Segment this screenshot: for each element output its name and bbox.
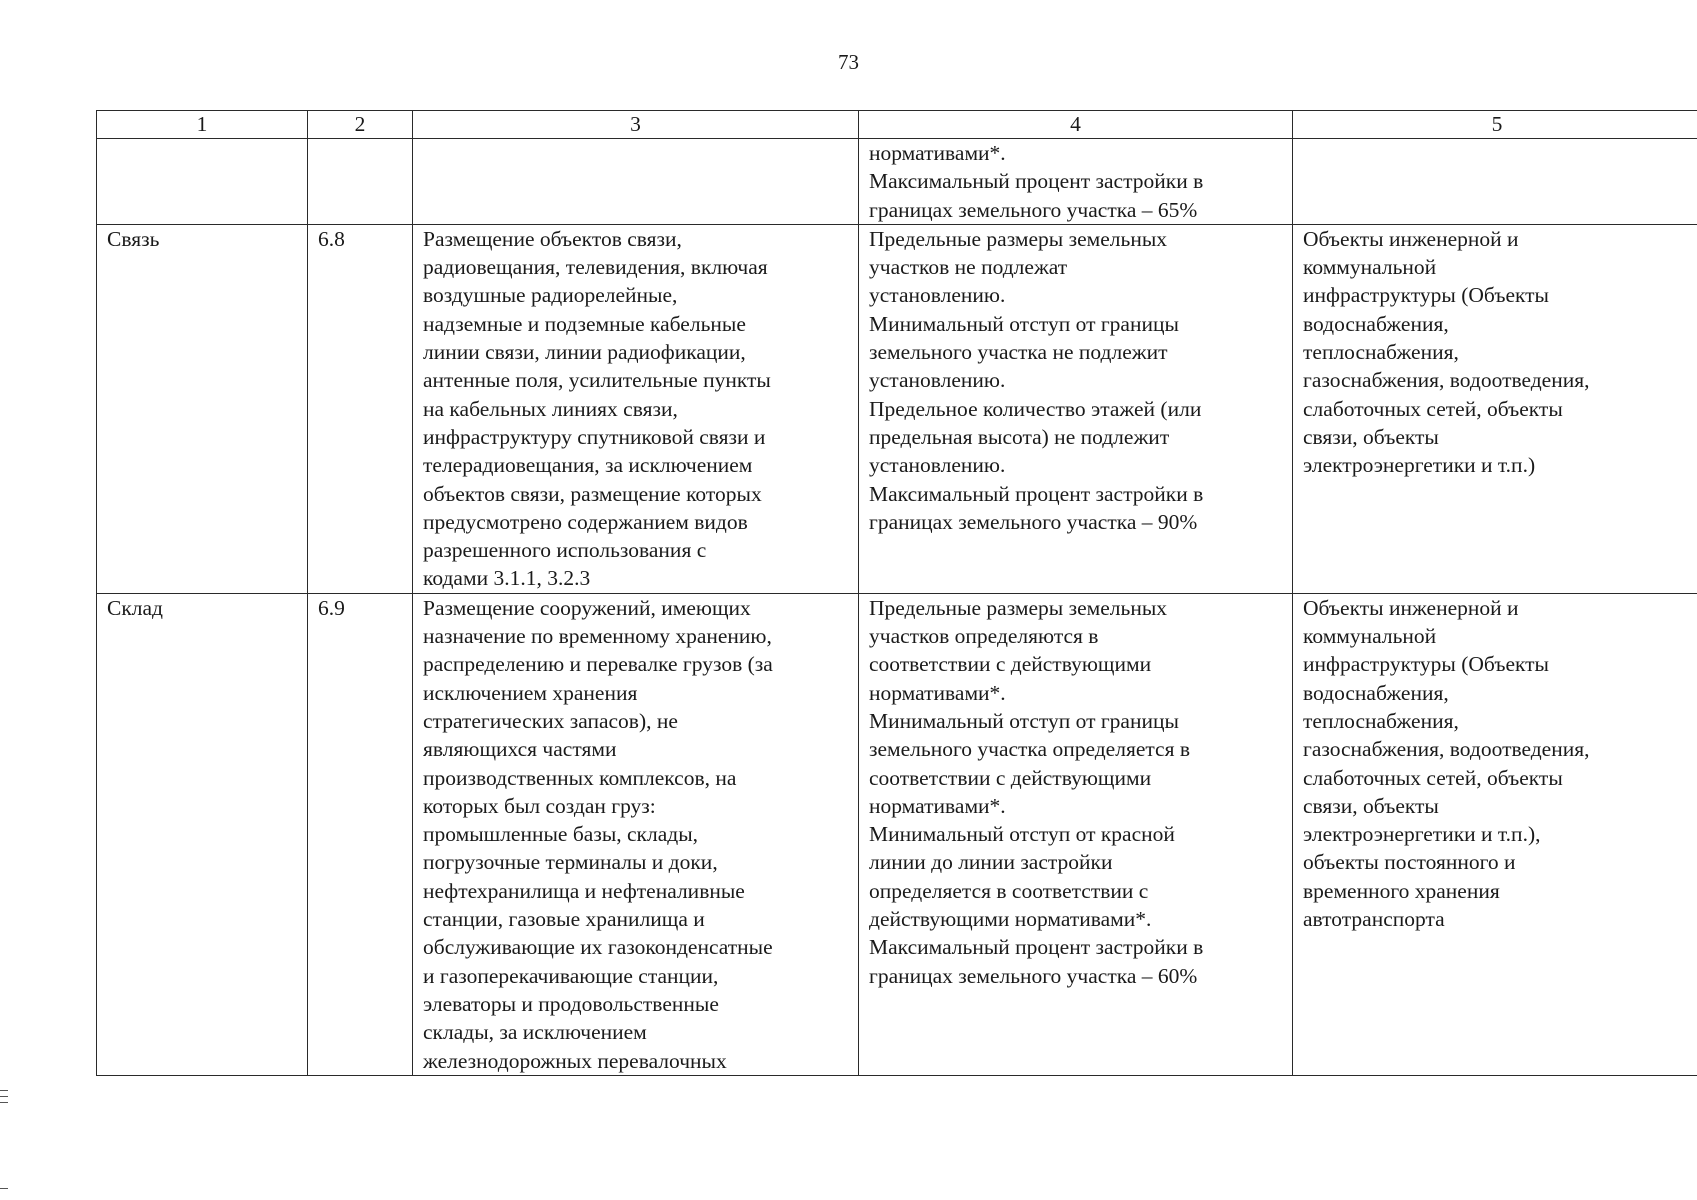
header-col-1: 1 <box>97 111 308 139</box>
cell-text-line: радиовещания, телевидения, включая <box>423 255 768 280</box>
cell-text-line: и газоперекачивающие станции, <box>423 963 719 988</box>
page-number: 73 <box>838 50 859 74</box>
cell-text-line: определяется в соответствии с <box>869 878 1149 903</box>
cell-text-line: Размещение объектов связи, <box>423 226 682 251</box>
cell-text-line: газоснабжения, водоотведения, <box>1303 368 1590 393</box>
cell-text-line: станции, газовые хранилища и <box>423 907 705 932</box>
cell-text-line: газоснабжения, водоотведения, <box>1303 737 1590 762</box>
cell-text-line: Предельные размеры земельных <box>869 595 1168 620</box>
cell-text-line: которых был создан груз: <box>423 793 656 818</box>
cell-text-line: соответствии с действующими <box>869 652 1152 677</box>
use-code: 6.8 <box>308 224 413 593</box>
cell-text-line: электроэнергетики и т.п.), <box>1303 822 1541 847</box>
cell-empty <box>308 139 413 225</box>
cell-text-line: границах земельного участка – 90% <box>869 509 1198 534</box>
cell-text-line: установлению. <box>869 453 1006 478</box>
cell-text-line: участков определяются в <box>869 624 1099 649</box>
cell-text-line: слаботочных сетей, объекты <box>1303 396 1563 421</box>
cell-text-line: электроэнергетики и т.п.) <box>1303 453 1536 478</box>
use-name: Склад <box>97 593 308 1075</box>
cell-text-line: антенные поля, усилительные пункты <box>423 368 771 393</box>
cell-text-line: объектов связи, размещение которых <box>423 481 762 506</box>
header-col-2: 2 <box>308 111 413 139</box>
use-description <box>413 593 859 1075</box>
use-auxiliary <box>1293 593 1697 1075</box>
cell-text-line: линии до линии застройки <box>869 850 1113 875</box>
cell-text-line: кодами 3.1.1, 3.2.3 <box>423 566 591 591</box>
cell-text-line: коммунальной <box>1303 624 1437 649</box>
cell-text-line: Размещение сооружений, имеющих <box>423 595 751 620</box>
use-name: Связь <box>97 224 308 593</box>
cell-text-line: назначение по временному хранению, <box>423 624 772 649</box>
continuation-parameters <box>859 139 1293 225</box>
cell-text-line: земельного участка не подлежит <box>869 340 1168 365</box>
cell-text-line: водоснабжения, <box>1303 311 1449 336</box>
header-col-5: 5 <box>1293 111 1697 139</box>
cell-text-line: производственных комплексов, на <box>423 765 737 790</box>
cell-text-line: слаботочных сетей, объекты <box>1303 765 1563 790</box>
cell-text-line: нормативами*. <box>869 680 1006 705</box>
cell-text-line: инфраструктуру спутниковой связи и <box>423 424 766 449</box>
continuation-row <box>97 139 1697 225</box>
cell-text-line: нормативами*. <box>869 141 1006 165</box>
cell-text-line: Объекты инженерной и <box>1303 595 1519 620</box>
cell-text-line: исключением хранения <box>423 680 638 705</box>
cell-text-line: погрузочные терминалы и доки, <box>423 850 718 875</box>
cell-text-line: Предельное количество этажей (или <box>869 396 1202 421</box>
cell-text-line: инфраструктуры (Объекты <box>1303 283 1550 308</box>
cell-text-line: установлению. <box>869 283 1006 308</box>
cell-text-line: Минимальный отступ от красной <box>869 822 1175 847</box>
cell-text-line: временного хранения <box>1303 878 1500 903</box>
cell-text-line: участков не подлежат <box>869 255 1068 280</box>
table-row <box>97 593 1697 1075</box>
cell-text-line: Максимальный процент застройки в <box>869 935 1204 960</box>
cell-text-line: теплоснабжения, <box>1303 708 1459 733</box>
cell-text-line: нормативами*. <box>869 793 1006 818</box>
cell-text-line: линии связи, линии радиофикации, <box>423 340 746 365</box>
cell-text-line: являющихся частями <box>423 737 617 762</box>
cell-text-line: надземные и подземные кабельные <box>423 311 746 336</box>
cell-empty <box>97 139 308 225</box>
cell-text-line: установлению. <box>869 368 1006 393</box>
cell-text-line: инфраструктуры (Объекты <box>1303 652 1550 677</box>
cell-text-line: стратегических запасов), не <box>423 708 678 733</box>
cell-text-line: воздушные радиорелейные, <box>423 283 678 308</box>
zoning-table <box>96 110 1697 1076</box>
cell-text-line: нефтехранилища и нефтеналивные <box>423 878 745 903</box>
cell-text-line: соответствии с действующими <box>869 765 1152 790</box>
scan-margin-mark <box>0 1188 8 1189</box>
cell-text-line: элеваторы и продовольственные <box>423 991 719 1016</box>
cell-text-line: Максимальный процент застройки в <box>869 169 1204 194</box>
header-col-4: 4 <box>859 111 1293 139</box>
cell-text-line: земельного участка определяется в <box>869 737 1190 762</box>
cell-empty <box>1293 139 1697 225</box>
header-row <box>97 111 1697 139</box>
use-parameters <box>859 224 1293 593</box>
cell-text-line: предусмотрено содержанием видов <box>423 509 748 534</box>
cell-text-line: границах земельного участка – 65% <box>869 197 1198 222</box>
scan-margin-mark <box>0 1102 8 1103</box>
cell-text-line: связи, объекты <box>1303 793 1439 818</box>
cell-text-line: Минимальный отступ от границы <box>869 708 1179 733</box>
header-col-3: 3 <box>413 111 859 139</box>
use-code: 6.9 <box>308 593 413 1075</box>
cell-text-line: действующими нормативами*. <box>869 907 1152 932</box>
cell-text-line: Минимальный отступ от границы <box>869 311 1179 336</box>
cell-text-line: коммунальной <box>1303 255 1437 280</box>
cell-text-line: Максимальный процент застройки в <box>869 481 1204 506</box>
cell-text-line: обслуживающие их газоконденсатные <box>423 935 773 960</box>
cell-text-line: телерадиовещания, за исключением <box>423 453 753 478</box>
scan-margin-mark <box>0 1090 8 1091</box>
cell-text-line: Предельные размеры земельных <box>869 226 1168 251</box>
cell-text-line: автотранспорта <box>1303 907 1445 932</box>
cell-text-line: на кабельных линиях связи, <box>423 396 678 421</box>
cell-text-line: промышленные базы, склады, <box>423 822 699 847</box>
cell-text-line: водоснабжения, <box>1303 680 1449 705</box>
cell-text-line: границах земельного участка – 60% <box>869 963 1198 988</box>
cell-text-line: склады, за исключением <box>423 1020 647 1045</box>
use-description <box>413 224 859 593</box>
use-parameters <box>859 593 1293 1075</box>
cell-text-line: распределению и перевалке грузов (за <box>423 652 773 677</box>
use-auxiliary <box>1293 224 1697 593</box>
table-row <box>97 224 1697 593</box>
cell-text-line: разрешенного использования с <box>423 538 707 563</box>
scan-margin-mark <box>0 1096 8 1097</box>
cell-text-line: предельная высота) не подлежит <box>869 424 1170 449</box>
cell-text-line: связи, объекты <box>1303 424 1439 449</box>
cell-text-line: объекты постоянного и <box>1303 850 1516 875</box>
cell-empty <box>413 139 859 225</box>
cell-text-line: Объекты инженерной и <box>1303 226 1519 251</box>
cell-text-line: теплоснабжения, <box>1303 340 1459 365</box>
cell-text-line: железнодорожных перевалочных <box>423 1048 727 1073</box>
